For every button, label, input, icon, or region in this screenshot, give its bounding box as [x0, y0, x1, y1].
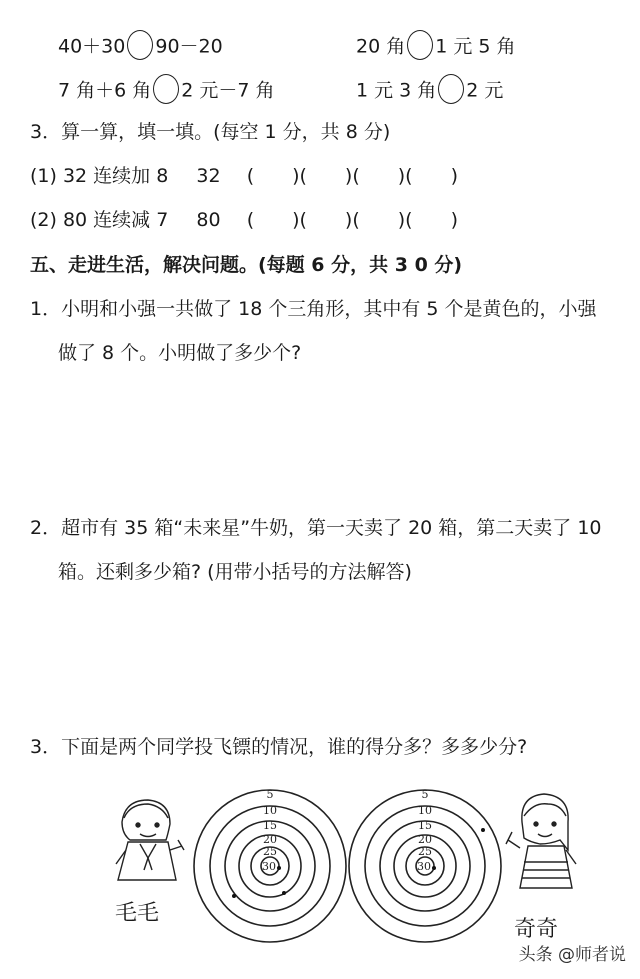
compare-row1-left — [58, 32, 223, 62]
compare-expr: 20 角 — [356, 35, 406, 58]
ring-label: 20 — [418, 833, 432, 846]
dart-hit — [232, 894, 236, 898]
compare-expr: 40＋30 — [58, 35, 126, 58]
answer-blank[interactable]: ( ) — [352, 209, 406, 231]
problem2-line1: 2．超市有 35 箱“未来星”牛奶，第一天卖了 20 箱，第二天卖了 10 — [30, 517, 602, 539]
ring-label: 20 — [263, 833, 277, 846]
ring-label: 25 — [418, 845, 432, 858]
answer-blank[interactable]: ( ) — [299, 209, 353, 231]
left-name-caption: 毛毛 — [115, 901, 160, 926]
compare-expr: 90－20 — [155, 35, 223, 58]
answer-blank[interactable]: ( ) — [246, 165, 300, 187]
ring-label: 5 — [266, 788, 274, 801]
compare-expr: 2 元－7 角 — [181, 79, 275, 102]
sequence-label: (2) 80 连续减 7 — [30, 209, 169, 231]
compare-expr: 1 元 5 角 — [435, 35, 516, 58]
answer-blank[interactable]: ( ) — [352, 165, 406, 187]
compare-expr: 7 角＋6 角 — [58, 79, 152, 102]
ring-label: 15 — [418, 819, 432, 832]
right-dartboard-labels — [417, 788, 432, 873]
sequence-start: 80 — [196, 209, 221, 231]
compare-circle-blank[interactable] — [153, 74, 179, 104]
answer-blank[interactable]: ( ) — [405, 165, 458, 187]
dart-hit — [282, 891, 286, 895]
right-dart-hits — [432, 828, 485, 870]
ring-label: 10 — [418, 804, 432, 817]
compare-circle-blank[interactable] — [407, 30, 433, 60]
ring-label: 15 — [263, 819, 277, 832]
answer-blank[interactable]: ( ) — [299, 165, 353, 187]
ring-label: 10 — [263, 804, 277, 817]
compare-circle-blank[interactable] — [438, 74, 464, 104]
section5-title: 五、走进生活，解决问题。(每题 6 分，共 3 0 分) — [30, 254, 463, 276]
girl-figure — [506, 794, 576, 888]
answer-blank[interactable]: ( ) — [246, 209, 300, 231]
problem2-line2: 箱。还剩多少箱? (用带小括号的方法解答) — [58, 561, 412, 583]
dart-hit — [481, 828, 485, 832]
right-name-caption: 奇奇 — [514, 917, 559, 942]
left-dartboard-labels — [262, 788, 277, 873]
watermark: 头条 @师者说 — [518, 945, 626, 965]
compare-row2-left — [58, 76, 275, 106]
problem1-line1: 1．小明和小强一共做了 18 个三角形，其中有 5 个是黄色的，小强 — [30, 298, 597, 320]
ring-label: 5 — [421, 788, 429, 801]
ring-label: 25 — [263, 845, 277, 858]
compare-expr: 1 元 3 角 — [356, 79, 437, 102]
sequence-start: 32 — [196, 165, 221, 187]
compare-circle-blank[interactable] — [127, 30, 153, 60]
section3-title: 3．算一算，填一填。(每空 1 分，共 8 分) — [30, 121, 391, 143]
dart-hit — [277, 866, 281, 870]
answer-blank[interactable]: ( ) — [405, 209, 458, 231]
ring-label: 30 — [262, 860, 276, 873]
compare-row1-right — [356, 32, 516, 62]
compare-row2-right — [356, 76, 503, 106]
dart-hit — [432, 866, 436, 870]
problem3-line1: 3．下面是两个同学投飞镖的情况，谁的得分多？多多少分? — [30, 736, 528, 758]
sequence-label: (1) 32 连续加 8 — [30, 165, 169, 187]
compare-expr: 2 元 — [466, 79, 504, 102]
boy-figure — [116, 800, 184, 880]
problem1-line2: 做了 8 个。小明做了多少个? — [58, 342, 302, 364]
ring-label: 30 — [417, 860, 431, 873]
sequence-row-2 — [30, 208, 458, 232]
sequence-row-1 — [30, 164, 458, 188]
